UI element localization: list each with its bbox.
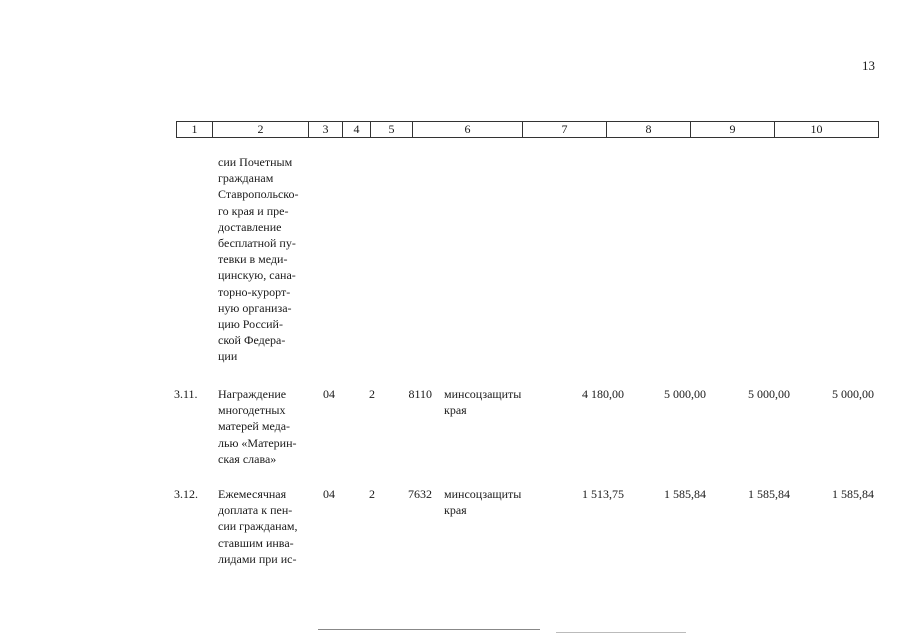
text-line: многодетных xyxy=(218,403,286,418)
scan-artifact xyxy=(318,629,540,630)
table-header-row xyxy=(176,121,879,138)
text-line: цинскую, сана- xyxy=(218,268,296,283)
row-col-6 xyxy=(444,386,554,418)
header-col-2: 2 xyxy=(213,122,309,137)
row-col-8: 1 585,84 xyxy=(664,487,706,501)
header-col-10: 10 xyxy=(810,122,823,136)
text-line: цию Россий- xyxy=(218,317,283,332)
text-line: гражданам xyxy=(218,171,274,186)
text-line: Награждение xyxy=(218,387,287,401)
row-col-10: 1 585,84 xyxy=(832,487,874,501)
row-col-3: 04 xyxy=(323,387,335,401)
row-col-9: 1 585,84 xyxy=(748,487,790,501)
text-line: го края и пре- xyxy=(218,203,289,218)
header-col-8: 8 xyxy=(607,122,691,137)
row-number: 3.11. xyxy=(174,387,198,401)
row-description xyxy=(218,386,304,467)
text-line: края xyxy=(444,503,467,518)
row-number: 3.12. xyxy=(174,487,198,501)
text-line: ставшим инва- xyxy=(218,535,294,550)
row-col-4: 2 xyxy=(369,487,375,501)
text-line: матерей меда- xyxy=(218,419,291,434)
header-col-4: 4 xyxy=(343,122,371,137)
row-col-10: 5 000,00 xyxy=(832,387,874,401)
text-line: лидами при ис- xyxy=(218,551,297,566)
text-line: сии гражданам, xyxy=(218,519,298,534)
header-col-7: 7 xyxy=(523,122,607,137)
text-line: ской Федера- xyxy=(218,333,286,348)
row-col-4: 2 xyxy=(369,387,375,401)
row-description xyxy=(218,486,304,567)
text-line: доплата к пен- xyxy=(218,503,293,518)
row-col-5: 8110 xyxy=(408,387,432,401)
continuation-description xyxy=(218,154,304,365)
row-col-9: 5 000,00 xyxy=(748,387,790,401)
row-col-7: 4 180,00 xyxy=(582,387,624,401)
header-col-3: 3 xyxy=(309,122,343,137)
text-line: края xyxy=(444,403,467,418)
text-line: ская слава» xyxy=(218,451,277,466)
text-line: Ставропольско- xyxy=(218,187,299,202)
text-line: тевки в меди- xyxy=(218,252,288,267)
text-line: минсоцзащиты xyxy=(444,487,522,501)
text-line: ции xyxy=(218,349,238,364)
text-line: бесплатной пу- xyxy=(218,236,296,251)
header-col-6: 6 xyxy=(413,122,523,137)
text-line: Ежемесячная xyxy=(218,487,287,501)
text-line: доставление xyxy=(218,219,282,234)
row-col-7: 1 513,75 xyxy=(582,487,624,501)
row-col-3: 04 xyxy=(323,487,335,501)
row-col-8: 5 000,00 xyxy=(664,387,706,401)
text-line: сии Почетным xyxy=(218,155,293,169)
row-col-6 xyxy=(444,486,554,518)
scan-artifact xyxy=(556,632,686,633)
text-line: ную организа- xyxy=(218,300,292,315)
text-line: минсоцзащиты xyxy=(444,387,522,401)
header-col-1: 1 xyxy=(177,122,213,137)
text-line: лью «Материн- xyxy=(218,435,297,450)
header-col-5: 5 xyxy=(371,122,413,137)
header-col-9: 9 xyxy=(691,122,775,137)
page-number: 13 xyxy=(862,58,875,73)
text-line: торно-курорт- xyxy=(218,284,291,299)
row-col-5: 7632 xyxy=(408,487,432,501)
